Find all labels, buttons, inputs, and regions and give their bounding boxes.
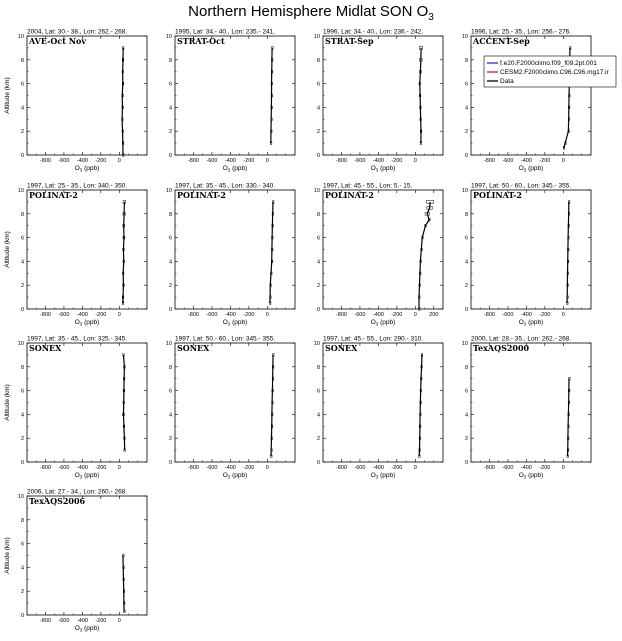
- y-tick-label: 10: [313, 34, 320, 40]
- x-tick-label: -400: [224, 312, 236, 318]
- y-tick-label: 4: [316, 105, 320, 112]
- series-line-data: [123, 202, 124, 303]
- plot-frame: [27, 496, 147, 615]
- y-tick-label: 6: [464, 235, 468, 242]
- y-tick-label: 0: [316, 153, 320, 159]
- y-tick-label: 10: [17, 494, 24, 500]
- panel-8: [462, 183, 591, 327]
- x-tick-label: -600: [58, 465, 70, 471]
- y-tick-label: 8: [464, 57, 468, 64]
- y-tick-label: 6: [168, 388, 172, 395]
- x-tick-label: -800: [39, 158, 51, 164]
- x-tick-label: -200: [243, 312, 255, 318]
- x-tick-label: -600: [502, 465, 514, 471]
- y-tick-label: 10: [17, 341, 24, 347]
- panel-header: 1997, Lat: 25.- 35., Lon: 340.- 350.: [27, 182, 128, 190]
- x-tick-label: -200: [95, 465, 107, 471]
- y-tick-label: 0: [20, 460, 24, 466]
- campaign-label: POLINAT-2: [473, 190, 522, 200]
- x-axis-label: $O_3$ (ppb): [74, 472, 100, 480]
- x-tick-label: 200: [429, 312, 439, 318]
- x-tick-label: -800: [335, 312, 347, 318]
- legend: [484, 56, 616, 87]
- x-tick-label: -400: [76, 618, 88, 624]
- x-tick-label: -600: [58, 618, 70, 624]
- y-tick-label: 8: [20, 364, 24, 371]
- y-tick-label: 6: [20, 81, 24, 88]
- y-tick-label: 4: [168, 259, 172, 266]
- plot-frame: [27, 343, 147, 462]
- y-tick-label: 8: [168, 211, 172, 218]
- y-tick-label: 2: [464, 436, 468, 443]
- panel-header: 1997, Lat: 50.- 60., Lon: 345.- 355.: [175, 335, 276, 343]
- x-tick-label: -400: [520, 465, 532, 471]
- x-tick-label: 0: [561, 158, 565, 164]
- campaign-label: SONEX: [177, 343, 210, 353]
- x-tick-label: -800: [39, 618, 51, 624]
- y-tick-label: 2: [168, 283, 172, 290]
- y-tick-label: 2: [20, 129, 24, 136]
- panel-header: 1997, Lat: 45.- 55., Lon: 5.- 15.: [323, 182, 413, 190]
- x-tick-label: -400: [372, 465, 384, 471]
- x-tick-label: -800: [483, 312, 495, 318]
- y-tick-label: 0: [168, 153, 172, 159]
- campaign-label: SONEX: [29, 343, 62, 353]
- x-tick-label: -600: [354, 312, 366, 318]
- y-tick-label: 2: [464, 283, 468, 290]
- x-tick-label: -400: [76, 312, 88, 318]
- panel-header: 1997, Lat: 45.- 55., Lon: 290.- 310.: [323, 335, 424, 343]
- x-axis-label: $O_3$ (ppb): [518, 319, 544, 327]
- x-axis-label: $O_3$ (ppb): [518, 165, 544, 173]
- y-tick-label: 4: [464, 412, 468, 419]
- series-line-data: [122, 48, 123, 155]
- x-tick-label: -800: [335, 158, 347, 164]
- x-tick-label: -600: [58, 158, 70, 164]
- panel-header: 1997, Lat: 50.- 60., Lon: 345.- 355.: [471, 182, 572, 190]
- x-tick-label: 0: [561, 312, 565, 318]
- y-tick-label: 6: [20, 388, 24, 395]
- panel-header: 1996, Lat: 25.- 35., Lon: 256.- 276.: [471, 28, 572, 36]
- plot-frame: [323, 36, 443, 155]
- x-tick-label: 0: [117, 465, 121, 471]
- y-tick-label: 6: [168, 235, 172, 242]
- x-tick-label: -600: [354, 465, 366, 471]
- legend-entry-label: CESM2.F2000climo.C96.C96.mg17.ir: [500, 69, 609, 77]
- x-tick-label: -200: [539, 312, 551, 318]
- y-tick-label: 2: [20, 436, 24, 443]
- x-tick-label: -400: [224, 465, 236, 471]
- y-tick-label: 0: [316, 460, 320, 466]
- y-tick-label: 4: [316, 412, 320, 419]
- y-tick-label: 4: [316, 259, 320, 266]
- y-tick-label: 0: [464, 153, 468, 159]
- x-tick-label: -600: [206, 312, 218, 318]
- y-tick-label: 10: [461, 341, 468, 347]
- x-tick-label: -400: [372, 158, 384, 164]
- y-tick-label: 6: [464, 388, 468, 395]
- x-tick-label: -400: [520, 158, 532, 164]
- figure-title-sub: 3: [428, 12, 434, 23]
- panel-5: [4, 183, 147, 327]
- x-tick-label: -800: [187, 312, 199, 318]
- y-tick-label: 10: [461, 34, 468, 40]
- y-axis-label: Altitude (km): [4, 384, 11, 421]
- x-axis-label: $O_3$ (ppb): [222, 165, 248, 173]
- x-axis-label: $O_3$ (ppb): [222, 472, 248, 480]
- y-tick-label: 0: [20, 153, 24, 159]
- y-tick-label: 4: [464, 105, 468, 112]
- y-tick-label: 0: [168, 307, 172, 313]
- x-axis-label: $O_3$ (ppb): [370, 165, 396, 173]
- y-tick-label: 4: [168, 105, 172, 112]
- x-tick-label: -800: [483, 465, 495, 471]
- y-tick-label: 0: [464, 307, 468, 313]
- series-line-data: [419, 202, 430, 309]
- plot-frame: [323, 343, 443, 462]
- panel-13: [4, 489, 147, 633]
- x-tick-label: 0: [117, 158, 121, 164]
- figure-title-main: Northern Hemisphere Midlat SON O: [188, 3, 429, 20]
- campaign-label: ACCENT-Sep: [473, 36, 530, 46]
- x-tick-label: 0: [413, 158, 417, 164]
- campaign-label: AVE-Oct Nov: [29, 36, 87, 46]
- y-tick-label: 8: [464, 364, 468, 371]
- x-tick-label: 0: [413, 465, 417, 471]
- panel-4: [462, 29, 591, 173]
- y-tick-label: 6: [316, 81, 320, 88]
- series-line-data: [419, 355, 422, 456]
- plot-frame: [471, 190, 591, 309]
- y-tick-label: 8: [168, 57, 172, 64]
- y-tick-label: 4: [168, 412, 172, 419]
- series-line-data: [567, 202, 569, 303]
- plot-frame: [27, 190, 147, 309]
- x-tick-label: -800: [39, 465, 51, 471]
- x-tick-label: 0: [117, 618, 121, 624]
- y-tick-label: 6: [20, 235, 24, 242]
- y-tick-label: 6: [464, 81, 468, 88]
- y-tick-label: 2: [316, 129, 320, 136]
- y-tick-label: 8: [20, 517, 24, 524]
- plot-frame: [27, 36, 147, 155]
- x-tick-label: -800: [187, 465, 199, 471]
- x-axis-label: $O_3$ (ppb): [74, 625, 100, 633]
- series-line-data: [271, 355, 273, 456]
- panel-11: [314, 336, 443, 480]
- campaign-label: STRAT-Sep: [325, 36, 374, 46]
- x-tick-label: -200: [243, 465, 255, 471]
- panel-2: [166, 29, 295, 173]
- x-tick-label: -200: [243, 158, 255, 164]
- panel-7: [314, 183, 443, 327]
- y-tick-label: 10: [17, 188, 24, 194]
- x-tick-label: -200: [391, 465, 403, 471]
- x-tick-label: -200: [391, 312, 403, 318]
- y-tick-label: 4: [20, 259, 24, 266]
- panel-6: [166, 183, 295, 327]
- y-axis-label: Altitude (km): [4, 77, 11, 114]
- y-tick-label: 10: [17, 34, 24, 40]
- y-tick-label: 2: [316, 436, 320, 443]
- x-tick-label: -600: [354, 158, 366, 164]
- x-tick-label: 0: [117, 312, 121, 318]
- y-tick-label: 0: [464, 460, 468, 466]
- y-tick-label: 8: [20, 57, 24, 64]
- panel-header: 1997, Lat: 35.- 45., Lon: 325.- 345.: [27, 335, 128, 343]
- panel-header: 1995, Lat: 34.- 40., Lon: 235.- 241.: [175, 28, 276, 36]
- y-tick-label: 2: [464, 129, 468, 136]
- panel-9: [4, 336, 147, 480]
- x-tick-label: -200: [391, 158, 403, 164]
- plot-frame: [323, 190, 443, 309]
- x-tick-label: 0: [561, 465, 565, 471]
- y-tick-label: 0: [316, 307, 320, 313]
- y-tick-label: 6: [168, 81, 172, 88]
- x-tick-label: -800: [335, 465, 347, 471]
- x-tick-label: -200: [95, 158, 107, 164]
- x-tick-label: -200: [95, 312, 107, 318]
- y-axis-label: Altitude (km): [4, 537, 11, 574]
- y-tick-label: 10: [165, 188, 172, 194]
- panel-header: 2004, Lat: 30.- 38., Lon: 262.- 268.: [27, 28, 128, 36]
- panel-header: 1997, Lat: 35.- 45., Lon: 330.- 340.: [175, 182, 276, 190]
- campaign-label: POLINAT-2: [325, 190, 374, 200]
- x-tick-label: -600: [58, 312, 70, 318]
- y-tick-label: 4: [20, 412, 24, 419]
- x-axis-label: $O_3$ (ppb): [222, 319, 248, 327]
- x-tick-label: -400: [76, 465, 88, 471]
- campaign-label: POLINAT-2: [29, 190, 78, 200]
- campaign-label: SONEX: [325, 343, 358, 353]
- x-tick-label: -600: [502, 158, 514, 164]
- y-tick-label: 0: [20, 307, 24, 313]
- y-axis-label: Altitude (km): [4, 231, 11, 268]
- x-tick-label: -200: [539, 158, 551, 164]
- x-tick-label: -800: [187, 158, 199, 164]
- x-axis-label: $O_3$ (ppb): [74, 319, 100, 327]
- panel-10: [166, 336, 295, 480]
- y-tick-label: 10: [313, 341, 320, 347]
- y-tick-label: 2: [20, 283, 24, 290]
- campaign-label: TexAQS2006: [29, 496, 86, 506]
- panel-header: 2000, Lat: 28.- 35., Lon: 262.- 268.: [471, 335, 572, 343]
- plot-frame: [471, 36, 591, 155]
- panel-12: [462, 336, 591, 480]
- x-tick-label: -400: [520, 312, 532, 318]
- series-line-data: [270, 202, 273, 303]
- x-tick-label: -400: [76, 158, 88, 164]
- legend-entry-label: Data: [500, 78, 514, 86]
- x-axis-label: $O_3$ (ppb): [518, 472, 544, 480]
- x-tick-label: -200: [95, 618, 107, 624]
- y-tick-label: 10: [165, 34, 172, 40]
- x-tick-label: -600: [502, 312, 514, 318]
- campaign-label: POLINAT-2: [177, 190, 226, 200]
- y-tick-label: 8: [316, 57, 320, 64]
- y-tick-label: 10: [313, 188, 320, 194]
- x-tick-label: -400: [372, 312, 384, 318]
- y-tick-label: 2: [168, 436, 172, 443]
- x-tick-label: -200: [539, 465, 551, 471]
- panel-3: [314, 29, 443, 173]
- y-tick-label: 6: [20, 541, 24, 548]
- plot-frame: [175, 190, 295, 309]
- y-tick-label: 8: [464, 211, 468, 218]
- x-tick-label: 0: [265, 158, 269, 164]
- y-tick-label: 0: [20, 613, 24, 619]
- x-axis-label: $O_3$ (ppb): [370, 472, 396, 480]
- y-tick-label: 2: [20, 589, 24, 596]
- y-tick-label: 6: [316, 388, 320, 395]
- x-tick-label: 0: [265, 465, 269, 471]
- plot-frame: [175, 36, 295, 155]
- x-tick-label: -800: [483, 158, 495, 164]
- x-axis-label: $O_3$ (ppb): [74, 165, 100, 173]
- y-tick-label: 4: [20, 565, 24, 572]
- x-tick-label: 0: [265, 312, 269, 318]
- x-tick-label: -600: [206, 158, 218, 164]
- y-tick-label: 0: [168, 460, 172, 466]
- y-tick-label: 4: [20, 105, 24, 112]
- y-tick-label: 6: [316, 235, 320, 242]
- y-tick-label: 8: [20, 211, 24, 218]
- y-tick-label: 10: [165, 341, 172, 347]
- x-tick-label: -400: [224, 158, 236, 164]
- y-tick-label: 4: [464, 259, 468, 266]
- x-tick-label: 0: [413, 312, 417, 318]
- panel-header: 1996, Lat: 34.- 40., Lon: 236.- 242.: [323, 28, 424, 36]
- y-tick-label: 2: [316, 283, 320, 290]
- campaign-label: STRAT-Oct: [177, 36, 225, 46]
- y-tick-label: 8: [316, 211, 320, 218]
- x-axis-label: $O_3$ (ppb): [370, 319, 396, 327]
- y-tick-label: 8: [316, 364, 320, 371]
- panel-header: 2006, Lat: 27.- 34., Lon: 260.- 268.: [27, 488, 128, 496]
- x-tick-label: -600: [206, 465, 218, 471]
- x-tick-label: -800: [39, 312, 51, 318]
- plot-frame: [175, 343, 295, 462]
- y-tick-label: 10: [461, 188, 468, 194]
- plot-frame: [471, 343, 591, 462]
- panel-1: [4, 29, 147, 173]
- y-tick-label: 2: [168, 129, 172, 136]
- legend-entry-label: f.e20.F2000climo.f09_f09.2pt.001: [500, 60, 597, 68]
- campaign-label: TexAQS2000: [473, 343, 530, 353]
- y-tick-label: 8: [168, 364, 172, 371]
